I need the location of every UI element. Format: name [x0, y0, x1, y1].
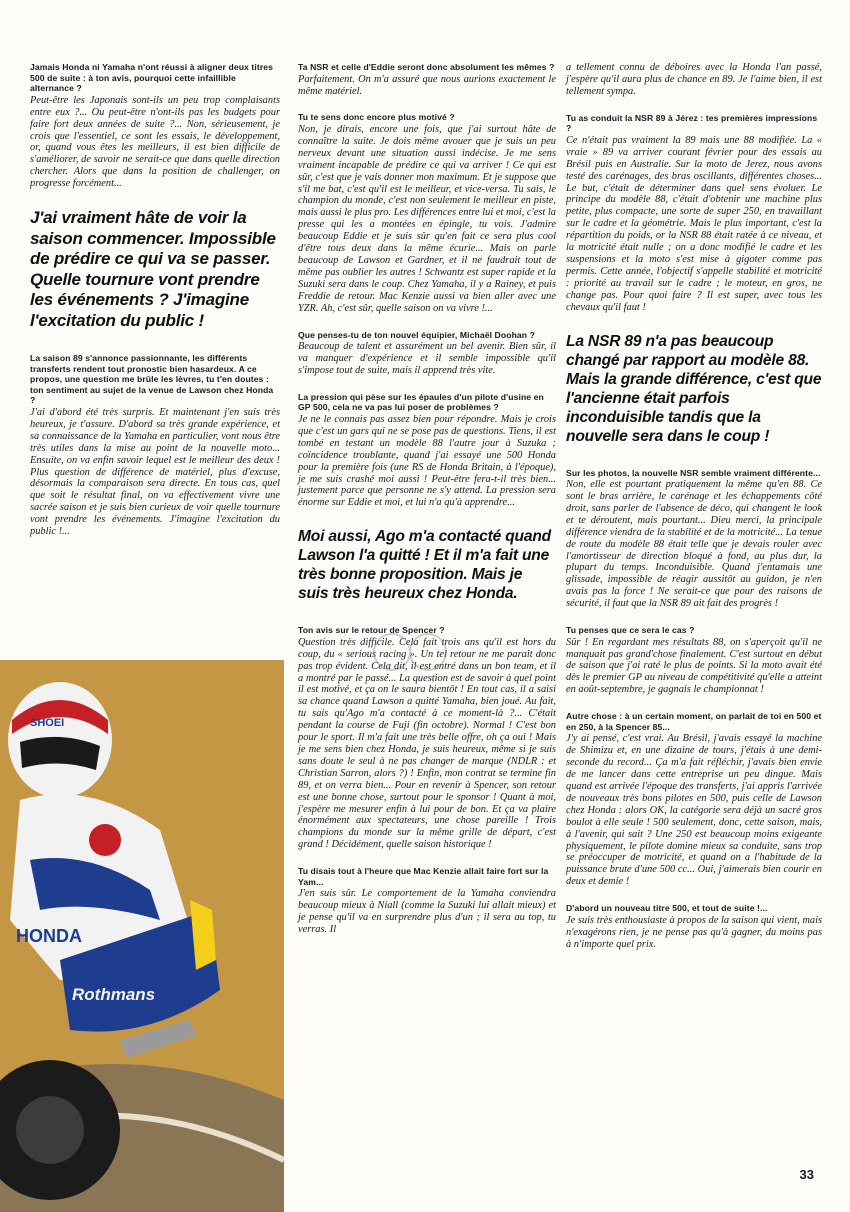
question-heading: La pression qui pèse sur les épaules d'un pilote d'usine en GP 500, cela ne va pas lui poser de problèmes ?	[298, 391, 544, 413]
question-heading: Tu as conduit la NSR 89 à Jérez : tes premières impressions ?	[566, 112, 818, 134]
question-heading: Sur les photos, la nouvelle NSR semble vraiment différente...	[566, 467, 821, 478]
pull-quote: La NSR 89 n'a pas beaucoup changé par rapport au modèle 88. Mais la grande différence, c'est que l'ancienne était parfois inconduisible tandis que la nouvelle sera dans le coup !	[566, 332, 822, 445]
helmet-logo: SHOEI	[30, 717, 65, 729]
question-heading: Jamais Honda ni Yamaha n'ont réussi à aligner deux titres 500 de suite : à ton avis, pourquoi cette infaillible alternance ?	[30, 62, 274, 94]
question-heading: D'abord un nouveau titre 500, et tout de suite !...	[566, 903, 768, 914]
rider-photo	[0, 660, 284, 1212]
column-right	[566, 62, 822, 965]
question-heading: Que penses-tu de ton nouvel équipier, Michaël Doohan ?	[298, 329, 535, 340]
honda-logo: HONDA	[16, 926, 82, 946]
answer-text: Question très difficile. Cela fait trois ans qu'il est hors du coup, du « serious racing ». Un tel retour ne me paraît donc pas trop évident. Cela dit, il est entré dans un bon team, et il a montré par le passé... La question est de savoir à quel point il est motivé, et ça on le saura bientôt ! En tout cas, il a saisi sa chance quand Lawson a quitté Yamaha, bien joué. Au fait, tu sais qu'Ago m'a contacté à ce moment-là ?... C'était pendant la course de Fuji (fin octobre). Normal ! C'est bon pour le sport. Il m'a fait une très belle offre, oh ça oui ! Mais je me sens bien chez Honda, je suis heureux, même si je suis sans doute le seul à ne pas changer de marque (NDLR : et Christian Sarron, alors ?) ! Enfin, mon contrat se termine fin 89, et on verra bien... Pour en revenir à Spencer, son retour est une bonne chose, surtout pour le sponsor ! Quant à moi, j'espère me mesurer enfin à lui pour de bon. Et ça va plaire énormément aux spectateurs, une chose pareille ! Trois champions du monde sur la même grille de départ, c'est grand ! Décidément, quelle saison historique !	[298, 636, 556, 851]
answer-text: J'ai d'abord été très surpris. Et maintenant j'en suis très heureux, je t'assure. D'abord sa très grande expérience, et sa connaissance de la Yamaha en particulier, vont nous être très utiles dans la mise au point de la nouvelle moto... Ensuite, on va enfin savoir lequel est le meilleur des deux ! Plus question de différence de matériel, plus d'excuse, désormais la comparaison sera directe. En tous cas, quel que soit le résultat final, on va effectivement vivre une sacrée saison et je suis bien curieux de voir quelle tournure vont prendre les événements. J'imagine l'excitation du public !...	[30, 407, 280, 538]
watermark-stamp	[368, 628, 452, 676]
answer-text: Non, je dirais, encore une fois, que j'ai surtout hâte de connaître la suite. Je dois même avouer que je suis un peu nerveux devant une situation aussi indécise. Je me sens vraiment incapable de prédire ce qui va arriver ! Ce qui est sûr, c'est que je vais donner mon maximum. Et je suppose que s'il me bat, c'est qu'il est le meilleur, et vice-versa. Tu sais, le champion du monde, c'est non seulement le meilleur en piste, mais aussi le plus pro. Les différences entre lui et moi, c'est la presse qui les a montées en épingle, tu vois. J'admire beaucoup Eddie et je suis sûr qu'en fait ce sera plus cool d'être tous deux dans la même écurie... Mais on parle beaucoup de Lawson et Gardner, et il ne faudrait tout de même pas oublier les autres ! Schwantz est super rapide et la Suzuki sera dans le coup. Chez Yamaha, il y a Rainey, et puis Freddie de retour. Mac Kenzie aussi va bien aller avec une YZR. Ah, c'est sûr, quelle saison on va vivre !...	[298, 124, 556, 314]
answer-text: J'en suis sûr. Le comportement de la Yamaha conviendra beaucoup mieux à Niall (comme la Suzuki lui allait mieux) et je pense qu'il va en surprendre plus d'un ; il sera au top, tu verras. Il	[298, 888, 556, 936]
page-number: 33	[799, 1167, 814, 1182]
answer-text: Beaucoup de talent et assurément un bel avenir. Bien sûr, il va manquer d'expérience et il semble impossible qu'il s'impose tout de suite, mais il apprend très vite.	[298, 341, 556, 376]
answer-text: Peut-être les Japonais sont-ils un peu trop complaisants entre eux ?... Ou peut-être n'ont-ils pas les budgets pour faire fort deux années de suite ?... Non, sérieusement, je crois que l'essentiel, ce sont les essais, le développement, or, quand vous êtes les meilleurs, il est bien difficile de s'améliorer, de savoir ne serait-ce que dans quelle direction chercher. Alors que dans la position de challenger, on progresse forcément...	[30, 94, 280, 190]
question-heading: Tu penses que ce sera le cas ?	[566, 625, 695, 636]
answer-text: Non, elle est pourtant pratiquement la même qu'en 88. Ce sont le bras arrière, le carénage et les échappements côté droit, sans parler de l'absence de déco, qui changent le look et te déroutent, mais pourtant... Dieu merci, la principale différence viendra de la stabilité et de la motricité... La tenue de route du modèle 88 était telle que je devais rouler avec l'amortisseur de direction bloqué à fond, au plus dur, la plupart du temps. Inconduisible. Quand j'entamais une glissade, impossible de réagir aussitôt au guidon, je n'en avais pas la force ! Ne serait-ce que pour des raisons de sécurité, il faut que la NSR 89 ait fait des progrès !	[566, 479, 822, 610]
question-heading: Ta NSR et celle d'Eddie seront donc absolument les mêmes ?	[298, 62, 555, 72]
answer-text: Je ne le connais pas assez bien pour répondre. Mais je crois que c'est un gars qui ne se pose pas de questions. Tiens, il est tombé en testant un modèle 88 l'autre jour à Suzuka ; coïncidence troublante, quand j'ai essayé une 500 Honda pour la première fois (une RS de Honda Britain, à l'époque), je me suis crashé moi aussi ! Peut-être fera-t-il très bien... justement parce que personne ne s'y attend. La pression sera énorme sur Eddie et moi, et lui n'a qu'à apprendre...	[298, 414, 556, 509]
pull-quote: Moi aussi, Ago m'a contacté quand Lawson l'a quitté ! Et il m'a fait une très bonne proposition. Mais je suis très heureux chez Honda.	[298, 528, 551, 603]
answer-text: Je suis très enthousiaste à propos de la saison qui vient, mais n'exagérons rien, je ne pense pas qu'à gagner, du moins pas à n'importe quel prix.	[566, 914, 822, 950]
question-heading: La saison 89 s'annonce passionnante, les différents transferts rendent tout pronostic bien hasardeux. A ce propos, une question me brûle les lèvres, tu t'en doutes : ton sentiment au sujet de la venue de Lawson chez Honda ?	[30, 353, 274, 406]
question-heading: Ton avis sur le retour de Spencer ?	[298, 625, 445, 636]
question-heading: Autre chose : à un certain moment, on parlait de toi en 500 et en 250, à la Spencer 85...	[566, 711, 822, 732]
answer-text: Parfaitement. On m'a assuré que nous aurions exactement le même matériel.	[298, 73, 556, 97]
column-middle	[298, 62, 556, 951]
answer-text: Ce n'était pas vraiment la 89 mais une 88 modifiée. La « vraie » 89 va arriver courant février pour des essais au Brésil puis en Australie. Sur la moto de Jerez, nous avons testé des carénages, des bras oscillants, différentes choses... Le but, c'était de déterminer dans quel sens évoluer. Le principe du modèle 88, c'était d'obtenir une machine plus petite, plus compacte, une sorte de super 250, en travaillant sur le cadre et la géométrie. Mais le plus important, c'est la répartition du poids, or la NSR 88 était ratée à ce niveau, et la motricité était nulle ; on a donc modifié le cadre et les suspensions et la moto s'est mise à gigoter comme pas permis. Cette année, l'objectif s'appelle stabilité et motricité : priorité au travail sur le cadre ; le moteur, en gros, ne change pas. Pour quoi faire ? Il est super, avec tous les chevaux qu'il faut !	[566, 134, 822, 313]
answer-text: J'y ai pensé, c'est vrai. Au Brésil, j'avais essayé la machine de Shimizu et, en une dizaine de tours, j'étais à une demi-seconde du record... Ça m'a fait réfléchir, j'avais bien envie de me lancer dans cette entreprise un peu dingue. Mais quand est arrivée l'époque des transferts, j'ai appris l'arrivée de nouveaux très bons pilotes en 500, puis celle de Lawson chez Honda : alors OK, la catégorie sera déjà un sacré gros boulot à elle seule ! 500 seulement, donc, cette saison, mais, à l'avenir, qui sait ? Une 250 est beaucoup moins exigeante physiquement, le pilote domine mieux sa conduite, sans trop se préoccuper de motricité, et quand on a l'habitude de la puissance brute d'une 500 cc... Oui, j'aimerais bien courir en deux et demie !	[566, 733, 822, 888]
question-heading: Tu disais tout à l'heure que Mac Kenzie allait faire fort sur la Yam...	[298, 866, 549, 887]
answer-text: Sûr ! En regardant mes résultats 88, on s'aperçoit qu'il ne manquait pas grand'chose finalement. C'est surtout en début de saison que j'ai raté le plus de points. Si la moto avait été dès le premier GP au niveau de compétitivité qu'elle a atteint en août-septembre, je gagnais le championnat !	[566, 636, 822, 696]
question-heading: Tu te sens donc encore plus motivé ?	[298, 112, 455, 123]
column-left	[30, 62, 280, 553]
sponsor-logo: Rothmans	[72, 985, 156, 1004]
answer-text: a tellement connu de déboires avec la Honda l'an passé, j'espère qu'il aura plus de chance en 89. Je l'aime bien, il est tellement sympa.	[566, 62, 822, 97]
pull-quote: J'ai vraiment hâte de voir la saison commencer. Impossible de prédire ce qui va se passer. Quelle tournure vont prendre les événements ? J'imagine l'excitation du public !	[30, 208, 276, 330]
